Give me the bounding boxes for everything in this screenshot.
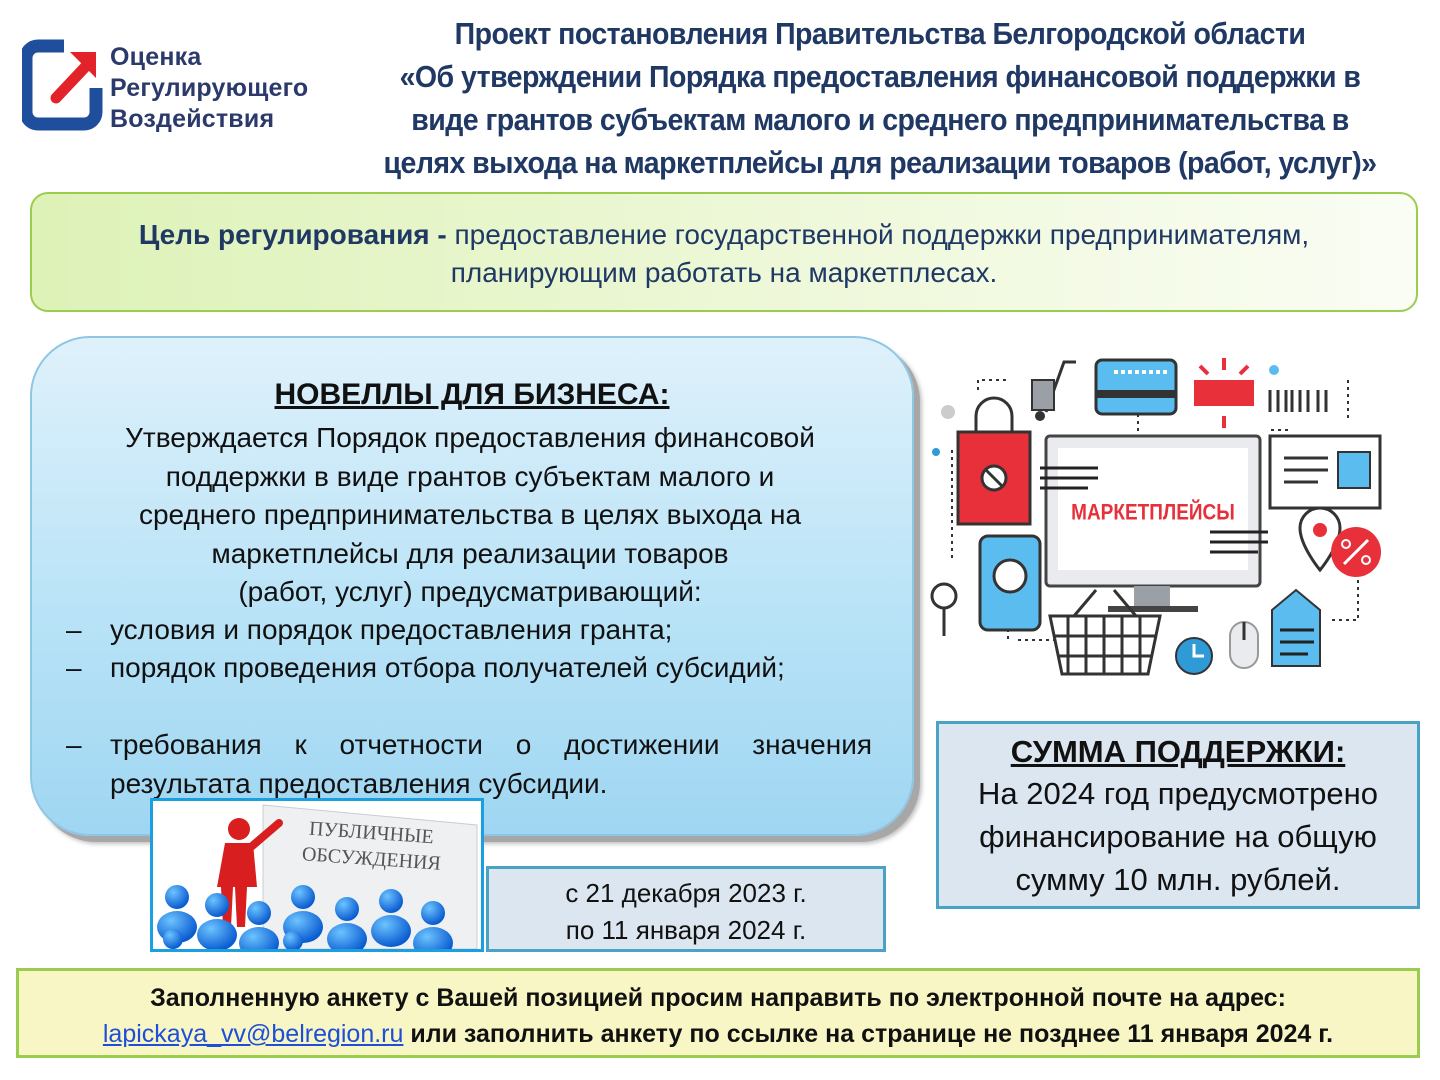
goal-text-2: планирующим работать на маркетплесах.	[450, 257, 998, 288]
novels-intro	[64, 419, 876, 612]
barcode-icon	[1269, 365, 1326, 412]
marketplace-label: МАРКЕТПЛЕЙСЫ	[1071, 500, 1235, 525]
sale-sign-icon	[1194, 358, 1254, 428]
logo-mark-icon	[22, 38, 112, 138]
public-caption-2: ОБСУЖДЕНИЯ	[301, 843, 442, 875]
list-item	[66, 649, 872, 688]
list-item-text: требования к отчетности о достижении значения результата предоставления субсидии.	[110, 729, 872, 799]
list-dash: –	[66, 652, 82, 683]
discussion-dates	[486, 866, 886, 952]
sum-heading: СУММА ПОДДЕРЖКИ:	[1010, 734, 1346, 769]
public-discussion-image	[150, 798, 484, 952]
logo-line-2: Регулирующего	[110, 74, 309, 102]
sum-line-3: сумму 10 млн. рублей.	[1015, 862, 1341, 897]
price-tag-icon	[1272, 590, 1320, 666]
novels-intro-line-1: Утверждается Порядок предоставления финансовой	[125, 422, 815, 453]
public-caption-1: ПУБЛИЧНЫЕ	[308, 817, 435, 849]
date-to: по 11 января 2024 г.	[565, 915, 807, 945]
sum-body	[939, 772, 1417, 901]
list-item-text: порядок проведения отбора получателей субсидий;	[110, 652, 785, 683]
hand-truck-icon	[1032, 362, 1076, 421]
novels-intro-line-4: маркетплейсы для реализации товаров	[211, 537, 729, 569]
sum-line-1: На 2024 год предусмотрено	[978, 776, 1378, 811]
footer-line-2: или заполнить анкету по ссылке на странице не позднее 11 января 2024 г.	[403, 1020, 1334, 1048]
footer-line-1: Заполненную анкету с Вашей позицией просим направить по электронной почте на адрес:	[150, 984, 1286, 1012]
list-item	[66, 726, 872, 803]
title-line-4: целях выхода на маркетплейсы для реализации товаров (работ, услуг)»	[383, 145, 1377, 180]
product-card-icon	[1270, 436, 1380, 508]
marketplace-illustration	[928, 340, 1398, 685]
email-link[interactable]: lapickaya_vv@belregion.ru	[102, 1020, 404, 1048]
goal-text-1: предоставление государственной поддержки предпринимателям,	[454, 219, 1310, 250]
title-line-2: «Об утверждении Порядка предоставления финансовой поддержки в	[399, 59, 1361, 94]
smartphone-icon	[980, 536, 1040, 630]
footer-box	[16, 968, 1420, 1058]
page-title	[374, 12, 1386, 184]
mouse-icon	[1230, 622, 1258, 668]
credit-card-icon	[1096, 360, 1176, 414]
logo-line-1: Оценка	[110, 43, 202, 71]
title-line-1: Проект постановления Правительства Белгородской области	[454, 16, 1306, 51]
list-item	[66, 611, 872, 650]
discount-badge-icon	[1331, 527, 1381, 577]
shopping-bag-icon	[958, 398, 1030, 524]
list-item-text: условия и порядок предоставления гранта;	[110, 614, 673, 645]
clock-icon	[1176, 638, 1212, 674]
list-dash: –	[66, 614, 82, 645]
novels-heading: НОВЕЛЛЫ ДЛЯ БИЗНЕСА:	[274, 378, 670, 411]
list-dash: –	[66, 729, 82, 760]
monitor-icon	[1040, 436, 1268, 612]
logo-line-3: Воздействия	[110, 105, 275, 133]
novels-intro-line-3: среднего предпринимательства в целях выхода на	[138, 499, 802, 530]
goal-label: Цель регулирования -	[138, 219, 447, 250]
logo-text	[110, 42, 308, 135]
date-from: с 21 декабря 2023 г.	[565, 878, 807, 908]
goal-box	[30, 192, 1418, 312]
sum-line-2: финансирование на общую	[979, 819, 1377, 854]
title-line-3: виде грантов субъектам малого и среднего предпринимательства в	[411, 102, 1349, 137]
support-sum-box	[936, 721, 1420, 909]
novels-intro-line-5: (работ, услуг) предусматривающий:	[238, 576, 702, 607]
novels-intro-line-2: поддержки в виде грантов субъектам малого и	[165, 460, 775, 492]
